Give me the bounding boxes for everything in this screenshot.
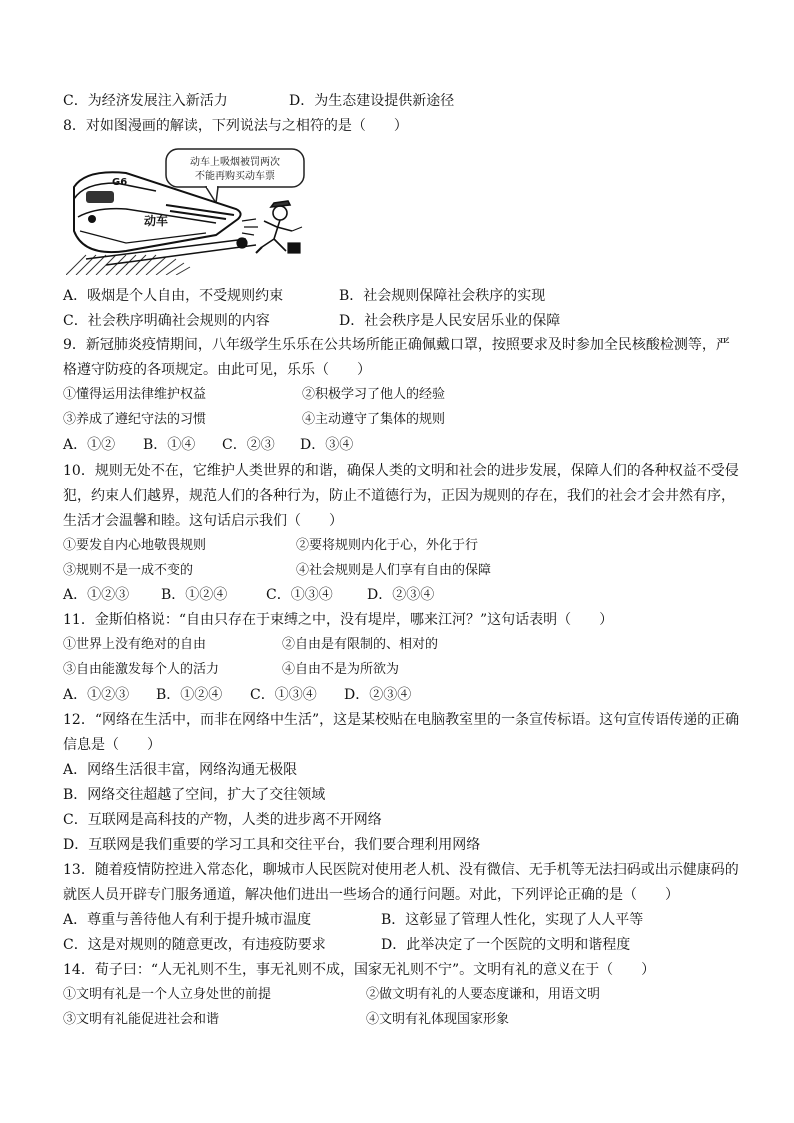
q10-stem-line-1: 10．规则无处不在，它维护人类世界的和谐，确保人类的文明和社会的进步发展，保障人们的各种权益不受侵 [63, 463, 739, 479]
q11-statement-4: ④自由不是为所欲为 [282, 662, 400, 677]
q10-option-a: A．①②③ [63, 587, 130, 603]
q10-statement-1: ①要发自内心地敬畏规则 [63, 538, 207, 553]
q10-statement-4: ④社会规则是人们享有自由的保障 [296, 563, 492, 578]
q10-option-d: D．②③④ [367, 587, 435, 603]
q13-option-b: B．这彰显了管理人性化，实现了人人平等 [381, 912, 644, 928]
q11-statement-1: ①世界上没有绝对的自由 [63, 637, 207, 652]
q8-option-a: A．吸烟是个人自由，不受规则约束 [63, 288, 284, 304]
q9-option-c: C．②③ [222, 437, 275, 453]
q8-cartoon-image [66, 147, 316, 275]
q10-stem-line-2: 犯，约束人们越界，规范人们的各种行为，防止不道德行为，正因为规则的存在，我们的社会才会井然有序， [63, 488, 735, 504]
motion-lines [237, 219, 300, 253]
q10-option-c: C．①③④ [266, 587, 333, 603]
train-label: 动车 [144, 214, 169, 228]
q9-stem-line-2: 格遵守防疫的各项规定。由此可见，乐乐（ ） [63, 362, 371, 378]
q12-option-d: D．互联网是我们重要的学习工具和交往平台，我们要合理利用网络 [63, 837, 481, 853]
q9-option-a: A．①② [63, 437, 116, 453]
q14-statement-3: ③文明有礼能促进社会和谐 [63, 1012, 220, 1027]
q9-option-d: D．③④ [300, 437, 354, 453]
q10-option-b: B．①②④ [161, 587, 228, 603]
q9-statement-1: ①懂得运用法律维护权益 [63, 387, 207, 402]
q13-option-c: C．这是对规则的随意更改，有违疫防要求 [63, 937, 326, 953]
q14-statement-4: ④文明有礼体现国家形象 [366, 1012, 510, 1027]
q10-statement-2: ②要将规则内化于心，外化于行 [296, 538, 479, 553]
q9-statement-4: ④主动遵守了集体的规则 [302, 412, 446, 427]
q12-stem-line-2: 信息是（ ） [63, 737, 161, 753]
q10-statement-3: ③规则不是一成不变的 [63, 563, 194, 578]
q13-stem-line-1: 13．随着疫情防控进入常态化，聊城市人民医院对使用老人机、没有微信、无手机等无法扫码或出示健康码的 [63, 862, 739, 878]
q12-stem-line-1: 12．“网络在生活中，而非在网络中生活”，这是某校贴在电脑教室里的一条宣传标语。这句宣传语传递的正确 [63, 712, 740, 728]
q12-option-a: A．网络生活很丰富，网络沟通无极限 [63, 762, 298, 778]
q14-stem: 14．荀子曰：“人无礼则不生，事无礼则不成，国家无礼则不宁”。文明有礼的意义在于（ ） [63, 962, 656, 978]
ground-hatching [66, 255, 190, 275]
q7-option-d: D．为生态建设提供新途径 [289, 93, 455, 109]
q11-option-c: C．①③④ [250, 687, 317, 703]
q12-option-c: C．互联网是高科技的产物，人类的进步离不开网络 [63, 812, 382, 828]
q12-option-b: B．网络交往超越了空间，扩大了交往领域 [63, 787, 326, 803]
q7-option-c: C．为经济发展注入新活力 [63, 93, 228, 109]
q11-option-b: B．①②④ [156, 687, 223, 703]
q8-option-d: D．社会秩序是人民安居乐业的保障 [339, 313, 561, 329]
q14-statement-1: ①文明有礼是一个人立身处世的前提 [63, 987, 272, 1002]
q9-statement-3: ③养成了遵纪守法的习惯 [63, 412, 207, 427]
q14-statement-2: ②做文明有礼的人要态度谦和，用语文明 [366, 987, 601, 1002]
q8-stem: 8．对如图漫画的解读，下列说法与之相符的是（ ） [63, 118, 408, 134]
q11-option-d: D．②③④ [344, 687, 412, 703]
q8-option-c: C．社会秩序明确社会规则的内容 [63, 313, 270, 329]
q8-option-b: B．社会规则保障社会秩序的实现 [339, 288, 546, 304]
q11-statement-3: ③自由能激发每个人的活力 [63, 662, 220, 677]
bubble-line-2: 不能再购买动车票 [195, 171, 275, 182]
q9-stem-line-1: 9．新冠肺炎疫情期间，八年级学生乐乐在公共场所能正确佩戴口罩，按照要求及时参加全民核酸检测等，严 [63, 337, 730, 353]
q11-statement-2: ②自由是有限制的、相对的 [282, 637, 439, 652]
q13-option-a: A．尊重与善待他人有利于提升城市温度 [63, 912, 312, 928]
bubble-line-1: 动车上吸烟被罚两次 [190, 157, 280, 168]
train-code: G6 [112, 177, 128, 188]
q11-stem: 11．金斯伯格说：“自由只存在于束缚之中，没有堤岸，哪来江河？”这句话表明（ ） [63, 612, 614, 628]
q11-option-a: A．①②③ [63, 687, 130, 703]
q13-option-d: D．此举决定了一个医院的文明和谐程度 [381, 937, 631, 953]
q9-option-b: B．①④ [143, 437, 196, 453]
q9-statement-2: ②积极学习了他人的经验 [302, 387, 446, 402]
q13-stem-line-2: 就医人员开辟专门服务通道，解决他们进出一些场合的通行问题。对此，下列评论正确的是（ ） [63, 887, 679, 903]
q10-stem-line-3: 生活才会温馨和睦。这句话启示我们（ ） [63, 513, 343, 529]
